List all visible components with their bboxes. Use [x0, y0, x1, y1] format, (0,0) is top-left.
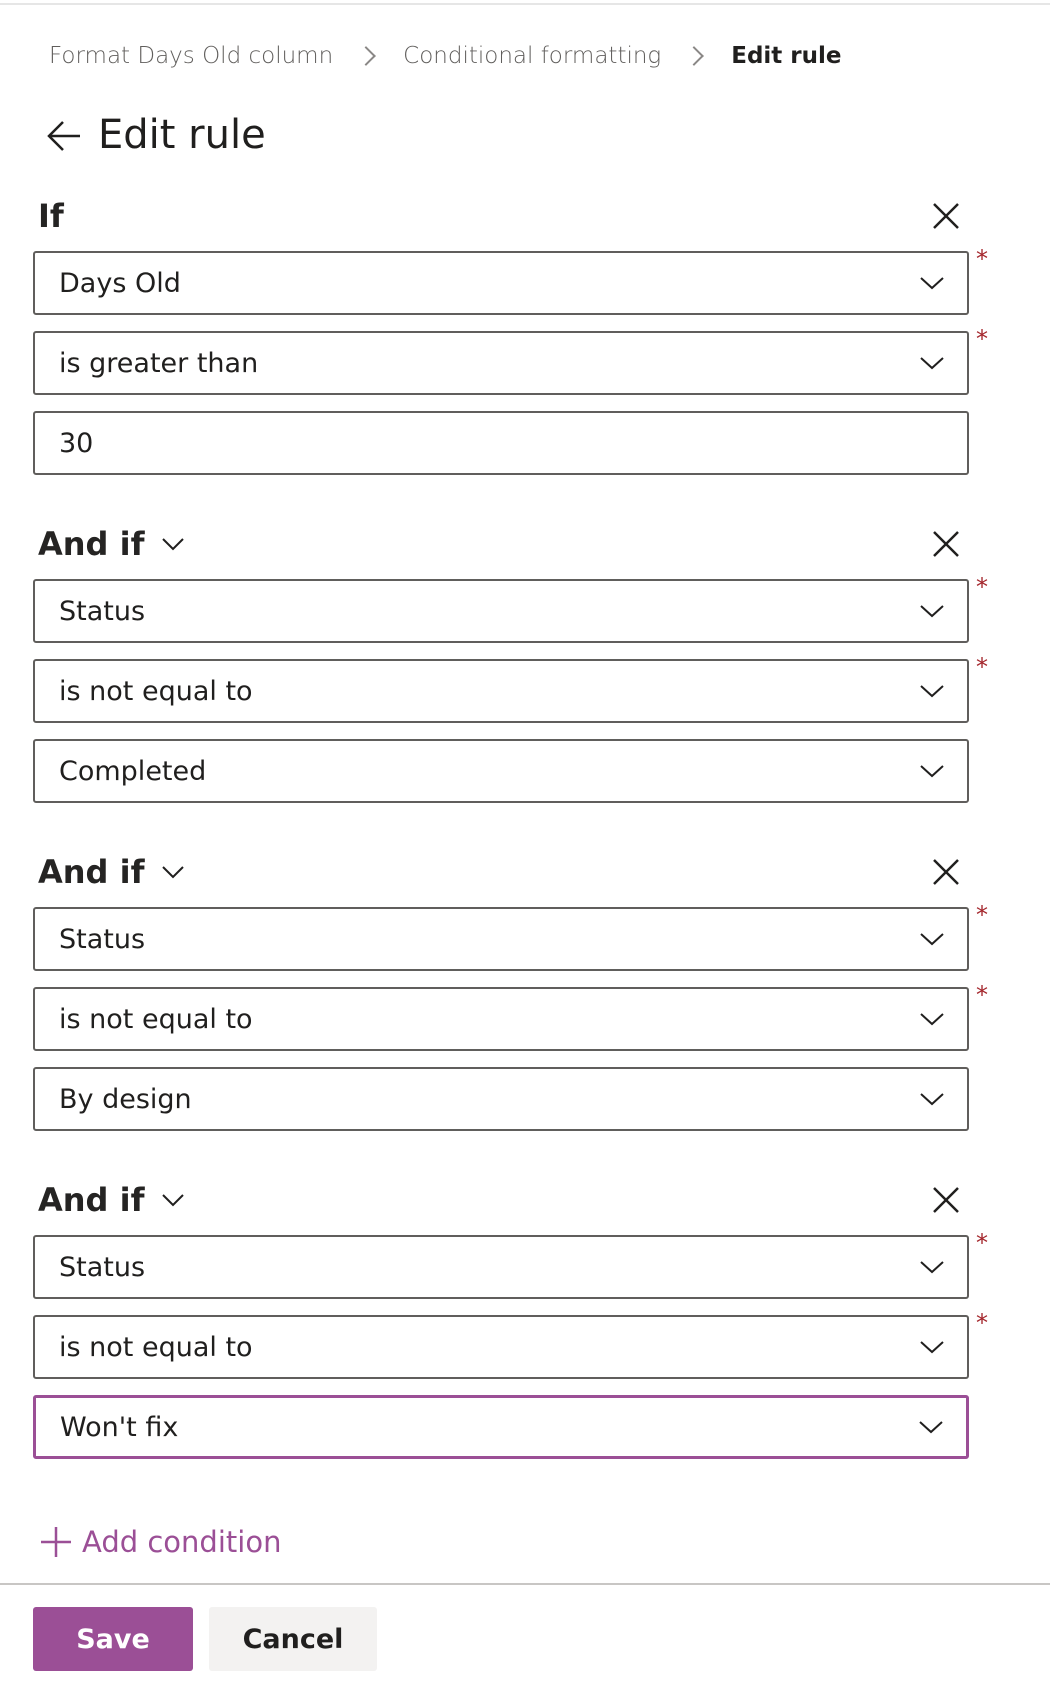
logic-operator-toggle[interactable]: [162, 533, 184, 555]
required-indicator: *: [976, 1309, 988, 1337]
field-operator-dropdown[interactable]: [33, 331, 969, 395]
breadcrumb-item-conditional-formatting[interactable]: Conditional formatting: [403, 43, 662, 69]
dropdown-value: is greater than: [59, 347, 259, 379]
save-button[interactable]: Save: [33, 1607, 193, 1671]
field-value-dropdown[interactable]: [33, 1395, 969, 1459]
chevron-down-icon: [919, 929, 945, 949]
close-icon: [931, 529, 961, 559]
close-icon: [931, 1185, 961, 1215]
field-value-dropdown[interactable]: [33, 739, 969, 803]
group-label-text: And if: [38, 525, 145, 563]
footer-divider: [0, 1583, 1050, 1585]
breadcrumb-separator-icon: [684, 46, 704, 66]
dropdown-value: is not equal to: [59, 675, 253, 707]
field-operator-dropdown[interactable]: [33, 1315, 969, 1379]
remove-condition-button[interactable]: [926, 852, 966, 892]
dropdown-value: Won't fix: [60, 1411, 179, 1443]
cancel-button[interactable]: Cancel: [209, 1607, 377, 1671]
arrow-left-icon: [44, 116, 84, 156]
breadcrumb-item-current: Edit rule: [731, 43, 842, 69]
close-icon: [931, 201, 961, 231]
chevron-down-icon: [919, 1337, 945, 1357]
breadcrumb-separator-icon: [356, 46, 376, 66]
field-value-input[interactable]: [33, 411, 969, 475]
chevron-down-icon: [919, 761, 945, 781]
chevron-down-icon: [919, 1009, 945, 1029]
chevron-down-icon: [919, 1089, 945, 1109]
required-indicator: *: [976, 981, 988, 1009]
top-divider: [0, 3, 1050, 5]
remove-condition-button[interactable]: [926, 196, 966, 236]
dropdown-value: By design: [59, 1083, 192, 1115]
breadcrumb: [49, 38, 842, 74]
group-label: [38, 194, 64, 238]
add-condition-button[interactable]: [40, 1520, 281, 1564]
required-indicator: *: [976, 1229, 988, 1257]
group-label-text: And if: [38, 1181, 145, 1219]
dropdown-value: is not equal to: [59, 1003, 253, 1035]
group-label: [38, 1178, 184, 1222]
group-label: [38, 522, 184, 566]
breadcrumb-item-format-column[interactable]: Format Days Old column: [49, 43, 334, 69]
group-label-text: If: [38, 197, 64, 235]
required-indicator: *: [976, 573, 988, 601]
field-column-dropdown[interactable]: [33, 1235, 969, 1299]
chevron-down-icon: [162, 865, 184, 879]
required-indicator: *: [976, 245, 988, 273]
chevron-down-icon: [918, 1417, 944, 1437]
field-column-dropdown[interactable]: [33, 907, 969, 971]
remove-condition-button[interactable]: [926, 1180, 966, 1220]
back-button[interactable]: [44, 116, 84, 156]
chevron-down-icon: [919, 681, 945, 701]
required-indicator: *: [976, 325, 988, 353]
required-indicator: *: [976, 653, 988, 681]
required-indicator: *: [976, 901, 988, 929]
close-icon: [931, 857, 961, 887]
chevron-down-icon: [919, 601, 945, 621]
dropdown-value: Days Old: [59, 267, 181, 299]
value-text-input[interactable]: [59, 428, 919, 459]
dropdown-value: Status: [59, 923, 146, 955]
logic-operator-toggle[interactable]: [162, 1189, 184, 1211]
chevron-down-icon: [919, 273, 945, 293]
field-value-dropdown[interactable]: [33, 1067, 969, 1131]
dropdown-value: Status: [59, 1251, 146, 1283]
dropdown-value: Status: [59, 595, 146, 627]
chevron-down-icon: [919, 353, 945, 373]
dropdown-value: is not equal to: [59, 1331, 253, 1363]
field-operator-dropdown[interactable]: [33, 987, 969, 1051]
field-column-dropdown[interactable]: [33, 579, 969, 643]
group-label: [38, 850, 184, 894]
chevron-down-icon: [162, 537, 184, 551]
group-label-text: And if: [38, 853, 145, 891]
remove-condition-button[interactable]: [926, 524, 966, 564]
dropdown-value: Completed: [59, 755, 207, 787]
chevron-down-icon: [162, 1193, 184, 1207]
field-column-dropdown[interactable]: [33, 251, 969, 315]
logic-operator-toggle[interactable]: [162, 861, 184, 883]
plus-icon: [40, 1526, 72, 1558]
page-title: Edit rule: [98, 112, 266, 158]
chevron-down-icon: [919, 1257, 945, 1277]
add-condition-label: Add condition: [82, 1525, 282, 1559]
field-operator-dropdown[interactable]: [33, 659, 969, 723]
